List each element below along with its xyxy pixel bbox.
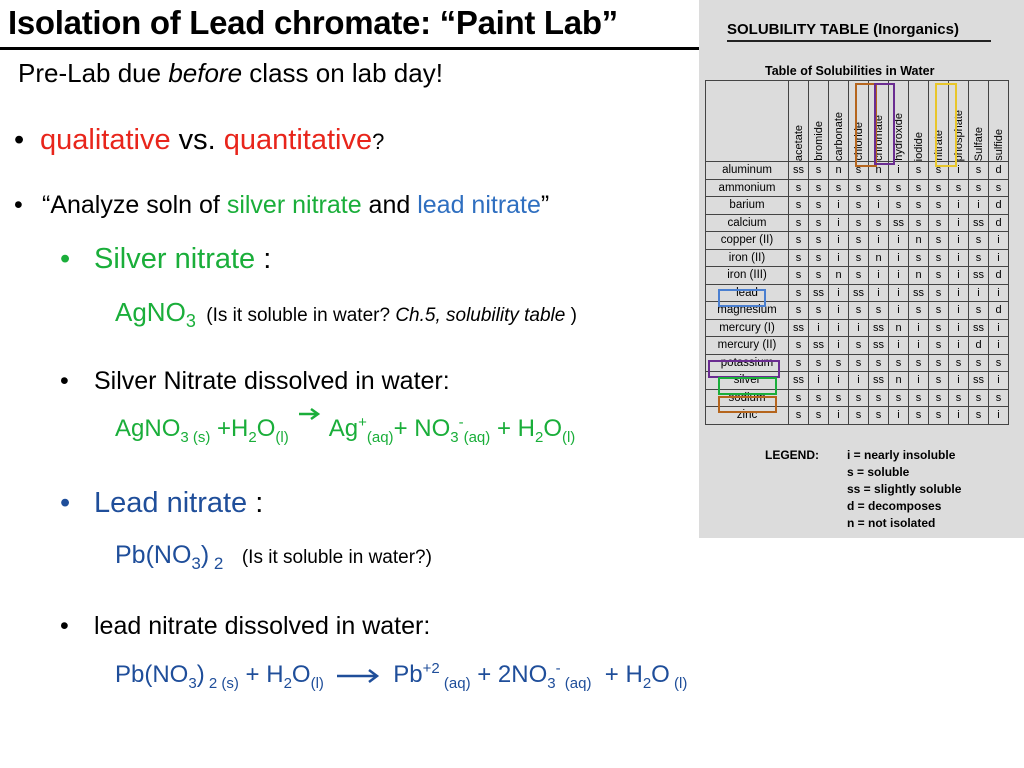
solubility-cell: i — [949, 372, 969, 390]
solubility-cell: i — [829, 407, 849, 425]
solubility-cell: i — [909, 319, 929, 337]
solubility-cell: s — [849, 302, 869, 320]
solubility-cell: i — [849, 319, 869, 337]
bullet-text: “Analyze soln of — [42, 191, 227, 219]
term-silver-nitrate: silver nitrate — [226, 191, 362, 219]
term-lead-nitrate: lead nitrate — [417, 191, 541, 219]
solubility-cell: s — [909, 407, 929, 425]
legend-item: d = decomposes — [847, 499, 942, 513]
silver-dissolution-equation: AgNO$_3$ $_{(s)} +H_2O_{(l)}$ $Ag^+_{(aq)}+ NO_3^-_{(aq)} + H_2O_{(l)}$ — [115, 414, 575, 446]
column-header: sulfide — [989, 81, 1009, 162]
bullet-text: vs. — [170, 124, 224, 156]
solubility-cell: s — [949, 179, 969, 197]
reaction-arrow-icon — [335, 666, 383, 686]
solubility-cell: s — [929, 267, 949, 285]
solubility-cell: i — [989, 337, 1009, 355]
title-underline — [0, 47, 700, 50]
bullet-analyze — [14, 191, 549, 220]
solubility-cell: i — [889, 249, 909, 267]
solubility-cell: s — [889, 179, 909, 197]
solubility-cell: d — [989, 302, 1009, 320]
solubility-table-image — [699, 0, 1024, 538]
solubility-cell: s — [809, 232, 829, 250]
lead-nitrate-formula — [115, 541, 432, 574]
solubility-cell: i — [869, 197, 889, 215]
solubility-cell: s — [809, 162, 829, 180]
solubility-question: (Is it soluble in water? Ch.5, solubility table ) — [206, 305, 577, 326]
silver-nitrate-formula — [115, 297, 577, 332]
solubility-cell: i — [949, 249, 969, 267]
solubility-cell: s — [889, 389, 909, 407]
solubility-cell: i — [909, 372, 929, 390]
bullet-lead-nitrate — [60, 487, 263, 520]
solubility-cell: s — [809, 407, 829, 425]
solubility-cell: s — [809, 249, 829, 267]
solubility-cell: i — [829, 284, 849, 302]
solubility-cell: i — [869, 232, 889, 250]
bullet-dot-icon: • — [14, 124, 25, 156]
table-row — [706, 214, 1009, 232]
table-row — [706, 337, 1009, 355]
slide-subtitle — [18, 58, 443, 89]
subtitle-post: class on lab day! — [242, 58, 443, 88]
solubility-cell: s — [849, 232, 869, 250]
solubility-cell: s — [949, 389, 969, 407]
table-row — [706, 249, 1009, 267]
solubility-cell: s — [969, 179, 989, 197]
ion-name: iron (III) — [706, 267, 789, 285]
ion-name: potassium — [706, 354, 789, 372]
solubility-cell: s — [789, 214, 809, 232]
legend-item: ss = slightly soluble — [847, 482, 962, 496]
solubility-cell: n — [829, 162, 849, 180]
column-header: carbonate — [829, 81, 849, 162]
bullet-qualitative — [14, 124, 384, 157]
ion-name: mercury (I) — [706, 319, 789, 337]
solubility-cell: i — [949, 284, 969, 302]
column-header: bromide — [809, 81, 829, 162]
solubility-cell: i — [969, 197, 989, 215]
solubility-cell: i — [949, 232, 969, 250]
solubility-cell: ss — [969, 214, 989, 232]
ion-name: ammonium — [706, 179, 789, 197]
solubility-cell: ss — [969, 372, 989, 390]
solubility-cell: s — [909, 179, 929, 197]
column-header: nitrate — [929, 81, 949, 162]
column-header: Sulfate — [969, 81, 989, 162]
solubility-cell: i — [989, 284, 1009, 302]
title-underline — [727, 40, 991, 42]
solubility-cell: i — [829, 197, 849, 215]
solubility-cell: s — [809, 389, 829, 407]
solubility-cell: s — [849, 407, 869, 425]
column-header: phosphate — [949, 81, 969, 162]
solubility-cell: s — [849, 389, 869, 407]
solubility-cell: i — [969, 284, 989, 302]
solubility-cell: s — [809, 179, 829, 197]
table-row — [706, 354, 1009, 372]
solubility-cell: n — [869, 162, 889, 180]
table-row — [706, 319, 1009, 337]
solubility-cell: n — [909, 267, 929, 285]
solubility-cell: s — [809, 197, 829, 215]
bullet-text: ? — [372, 129, 385, 154]
solubility-cell: i — [829, 319, 849, 337]
solubility-cell: i — [889, 302, 909, 320]
column-header: chloride — [849, 81, 869, 162]
solubility-cell: s — [789, 407, 809, 425]
solubility-cell: s — [969, 389, 989, 407]
solubility-cell: i — [889, 232, 909, 250]
subtitle-pre: Pre-Lab due — [18, 58, 169, 88]
solubility-cell: i — [869, 267, 889, 285]
solubility-cell: s — [909, 162, 929, 180]
table-row — [706, 179, 1009, 197]
table-row — [706, 302, 1009, 320]
solubility-cell: i — [989, 407, 1009, 425]
solubility-cell: s — [869, 179, 889, 197]
solubility-cell: s — [969, 249, 989, 267]
solubility-cell: d — [989, 267, 1009, 285]
solubility-cell: s — [969, 162, 989, 180]
term-qualitative: qualitative — [40, 124, 171, 156]
solubility-cell: s — [789, 179, 809, 197]
lead-dissolution-equation: $Pb(NO_3) _{2 (s)} + H_2O_{(l)}$ $Pb^{+2}$ $_{(aq)} + 2NO_3^-$ $_{(aq)} + H_2O$ $_{(l)}$ — [115, 660, 688, 692]
solubility-cell: i — [829, 302, 849, 320]
solubility-cell: i — [849, 372, 869, 390]
bullet-text: ” — [540, 191, 550, 219]
legend-item: i = nearly insoluble — [847, 448, 956, 462]
solubility-cell: s — [929, 232, 949, 250]
solubility-cell: ss — [869, 319, 889, 337]
bullet-silver-dissolved — [60, 367, 450, 396]
solubility-cell: s — [969, 232, 989, 250]
solubility-cell: i — [889, 162, 909, 180]
solubility-cell: i — [809, 372, 829, 390]
solubility-cell: i — [909, 337, 929, 355]
ion-name: barium — [706, 197, 789, 215]
solubility-cell: i — [829, 372, 849, 390]
solubility-cell: i — [949, 267, 969, 285]
solubility-cell: ss — [969, 267, 989, 285]
bullet-lead-dissolved — [60, 612, 430, 641]
bullet-dot-icon: • — [60, 612, 69, 640]
solubility-cell: s — [789, 389, 809, 407]
formula-agno3: AgNO$_3$ — [115, 297, 196, 332]
solubility-cell: s — [929, 372, 949, 390]
solubility-cell: ss — [869, 337, 889, 355]
solubility-cell: i — [889, 267, 909, 285]
bullet-text: and — [361, 191, 418, 219]
solubility-cell: s — [849, 249, 869, 267]
solubility-cell: d — [989, 214, 1009, 232]
ion-name: silver — [706, 372, 789, 390]
ion-name: sodium — [706, 389, 789, 407]
solubility-cell: s — [789, 302, 809, 320]
solubility-cell: s — [829, 179, 849, 197]
solubility-cell: ss — [789, 319, 809, 337]
bullet-dot-icon: • — [60, 367, 69, 395]
table-row — [706, 232, 1009, 250]
solubility-cell: ss — [889, 214, 909, 232]
solubility-cell: ss — [809, 337, 829, 355]
solubility-cell: d — [989, 197, 1009, 215]
solubility-cell: s — [809, 302, 829, 320]
table-row — [706, 389, 1009, 407]
solubility-cell: i — [949, 337, 969, 355]
solubility-cell: i — [949, 302, 969, 320]
solubility-cell: s — [929, 337, 949, 355]
bullet-text: Silver Nitrate dissolved in water: — [94, 367, 450, 395]
solubility-cell: s — [849, 354, 869, 372]
formula-pbno32: $Pb(NO_3)$ $_2$ — [115, 541, 224, 573]
solubility-cell: s — [969, 354, 989, 372]
solubility-cell: i — [989, 319, 1009, 337]
solubility-cell: i — [809, 319, 829, 337]
column-header: iodide — [909, 81, 929, 162]
solubility-cell: s — [909, 249, 929, 267]
solubility-header-row — [706, 81, 1009, 162]
solubility-cell: s — [829, 389, 849, 407]
solubility-cell: s — [789, 249, 809, 267]
solubility-cell: s — [829, 354, 849, 372]
column-header: acetate — [789, 81, 809, 162]
solubility-cell: s — [949, 354, 969, 372]
column-header: chromate — [869, 81, 889, 162]
solubility-cell: i — [949, 319, 969, 337]
solubility-cell: s — [909, 214, 929, 232]
solubility-cell: s — [929, 319, 949, 337]
solubility-cell: i — [829, 337, 849, 355]
solubility-cell: s — [929, 354, 949, 372]
solubility-cell: n — [889, 319, 909, 337]
ion-name: calcium — [706, 214, 789, 232]
solubility-cell: i — [889, 337, 909, 355]
solubility-cell: ss — [789, 372, 809, 390]
bullet-text: lead nitrate dissolved in water: — [94, 612, 431, 640]
solubility-cell: s — [849, 162, 869, 180]
solubility-cell: s — [929, 284, 949, 302]
solubility-question: (Is it soluble in water?) — [241, 547, 432, 568]
bullet-text: : — [247, 487, 264, 519]
solubility-cell: s — [929, 162, 949, 180]
solubility-cell: ss — [789, 162, 809, 180]
bullet-dot-icon: • — [60, 243, 71, 275]
solubility-cell: s — [809, 267, 829, 285]
solubility-cell: ss — [909, 284, 929, 302]
solubility-cell: d — [989, 162, 1009, 180]
solubility-cell: ss — [969, 319, 989, 337]
subtitle-emphasis: before — [168, 58, 243, 88]
solubility-cell: s — [789, 354, 809, 372]
bullet-text: : — [255, 243, 272, 275]
solubility-cell: s — [809, 354, 829, 372]
solubility-cell: i — [869, 284, 889, 302]
table-corner — [706, 81, 789, 162]
solubility-cell: n — [869, 249, 889, 267]
solubility-cell: s — [969, 407, 989, 425]
solubility-cell: i — [989, 249, 1009, 267]
ion-name: copper (II) — [706, 232, 789, 250]
solubility-cell: i — [989, 372, 1009, 390]
solubility-cell: s — [789, 232, 809, 250]
solubility-cell: s — [909, 197, 929, 215]
solubility-cell: s — [869, 389, 889, 407]
bullet-dot-icon: • — [60, 487, 71, 519]
solubility-cell: s — [849, 197, 869, 215]
legend-label: LEGEND: — [765, 448, 819, 462]
legend-item: n = not isolated — [847, 516, 936, 530]
solubility-cell: s — [849, 337, 869, 355]
solubility-cell: ss — [869, 372, 889, 390]
solubility-cell: s — [929, 389, 949, 407]
solubility-cell: i — [889, 284, 909, 302]
table-row — [706, 197, 1009, 215]
solubility-cell: s — [989, 389, 1009, 407]
solubility-cell: s — [929, 302, 949, 320]
solubility-cell: s — [789, 197, 809, 215]
solubility-cell: s — [789, 337, 809, 355]
solubility-cell: s — [869, 407, 889, 425]
solubility-cell: ss — [809, 284, 829, 302]
ion-name: magnesium — [706, 302, 789, 320]
solubility-cell: s — [909, 302, 929, 320]
solubility-cell: s — [789, 284, 809, 302]
solubility-cell: i — [949, 407, 969, 425]
table-row — [706, 162, 1009, 180]
solubility-cell: i — [989, 232, 1009, 250]
solubility-cell: i — [949, 197, 969, 215]
solubility-cell: s — [789, 267, 809, 285]
solubility-cell: s — [969, 302, 989, 320]
slide-title: Isolation of Lead chromate: “Paint Lab” — [8, 4, 618, 41]
solubility-cell: s — [849, 214, 869, 232]
solubility-cell: s — [909, 389, 929, 407]
ion-name: iron (II) — [706, 249, 789, 267]
solubility-cell: n — [889, 372, 909, 390]
bullet-silver-nitrate — [60, 243, 271, 276]
solubility-cell: i — [829, 232, 849, 250]
solubility-cell: i — [829, 249, 849, 267]
solubility-cell: s — [889, 197, 909, 215]
solubility-cell: s — [849, 267, 869, 285]
solubility-cell: i — [949, 162, 969, 180]
solubility-cell: ss — [849, 284, 869, 302]
ion-name: mercury (II) — [706, 337, 789, 355]
solubility-table — [705, 80, 1009, 425]
solubility-cell: d — [969, 337, 989, 355]
solubility-cell: s — [809, 214, 829, 232]
solubility-cell: s — [849, 179, 869, 197]
solubility-cell: n — [909, 232, 929, 250]
ion-name: zinc — [706, 407, 789, 425]
solubility-cell: s — [929, 407, 949, 425]
solubility-cell: s — [929, 197, 949, 215]
solubility-table-title: SOLUBILITY TABLE (Inorganics) — [727, 21, 959, 38]
bullet-dot-icon: • — [14, 191, 23, 219]
silver-nitrate-heading: Silver nitrate — [94, 243, 256, 275]
solubility-cell: s — [889, 354, 909, 372]
table-row — [706, 407, 1009, 425]
reaction-arrow-icon — [297, 408, 323, 432]
solubility-cell: i — [889, 407, 909, 425]
solubility-cell: i — [949, 214, 969, 232]
solubility-cell: s — [929, 214, 949, 232]
solubility-cell: s — [869, 214, 889, 232]
solubility-cell: s — [869, 354, 889, 372]
solubility-cell: n — [829, 267, 849, 285]
lead-nitrate-heading: Lead nitrate — [94, 487, 248, 519]
term-quantitative: quantitative — [223, 124, 373, 156]
table-row — [706, 372, 1009, 390]
table-row — [706, 267, 1009, 285]
ion-name: aluminum — [706, 162, 789, 180]
solubility-cell: s — [989, 179, 1009, 197]
column-header: hydroxide — [889, 81, 909, 162]
solubility-cell: s — [929, 249, 949, 267]
table-row — [706, 284, 1009, 302]
solubility-table-subtitle: Table of Solubilities in Water — [765, 64, 935, 78]
legend-item: s = soluble — [847, 465, 910, 479]
ion-name: lead — [706, 284, 789, 302]
solubility-cell: s — [989, 354, 1009, 372]
solubility-cell: i — [829, 214, 849, 232]
solubility-cell: s — [929, 179, 949, 197]
solubility-cell: s — [909, 354, 929, 372]
solubility-cell: s — [869, 302, 889, 320]
